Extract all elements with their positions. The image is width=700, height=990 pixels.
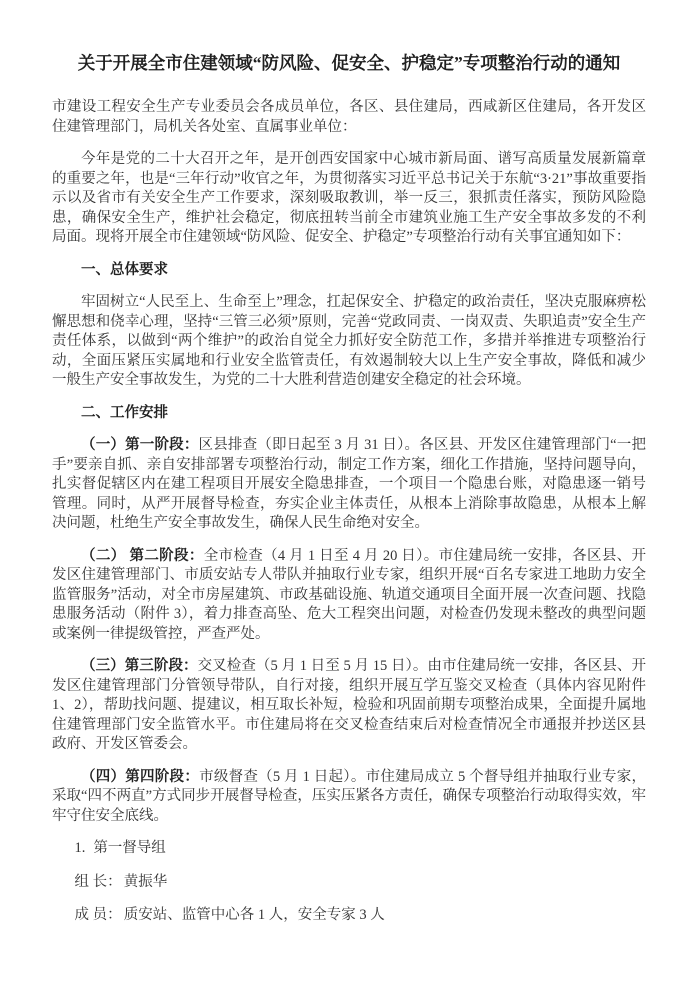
section-heading-overall-requirements: 一、总体要求 [81,261,168,278]
stage-3-label: （三）第三阶段： [81,658,198,674]
supervision-group-item-text: 第一督导组 [93,840,166,856]
intro-paragraph: 今年是党的二十大召开之年，是开创西安国家中心城市新局面、谱写高质量发展新篇章的重要之年，也是“三年行动”收官之年，为贯彻落实习近平总书记关于东航“3·21”事故重要指示以及省市有关安全生产工作要求，深刻吸取教训，举一反三，狠抓责任落实，预防风险隐患，确保安全生产，维护社会稳定，彻底扭转当前全市建筑业施工生产安全事故多发的不利局面。现将开展全市住建领域“防风险、促安全、护稳定”专项整治行动有关事宜通知如下： [52,151,646,245]
stage-2-label: （二） 第二阶段： [81,547,204,564]
group-members-line [52,906,646,926]
stage-3-text: 交叉检查（5 月 1 日至 5 月 15 日）。由市住建局统一安排，各区县、开发区住建管理部门分管领导带队，自行对接，组织开展互学互鉴交叉检查（具体内容见附件 1、2），帮助找问题、提建议，相互取长补短，检验和巩固前期专项整治成果，全面提升属地住建管理部门安全监管水平。市住建局将在交叉检查结束后对检查情况全市通报并抄送区县政府、开发区管委会。 [52,658,646,752]
group-members-text: 质安站、监管中心各 1 人，安全专家 3 人 [123,907,385,923]
supervision-group-item-marker: 1. [74,840,86,856]
section-heading-work-arrangement: 二、工作安排 [81,404,168,421]
stage-2-text: 全市检查（4 月 1 日至 4 月 20 日）。市住建局统一安排，各区县、开发区住建管理部门、市质安站专人带队并抽取行业专家，组织开展“百名专家进工地助力安全监管服务”活动，对全市房屋建筑、市政基础设施、轨道交通项目全面开展一次查问题、找隐患服务活动（附件 3），着力排查高坠、危大工程突出问题，对检查仍发现未整改的典型问题或案例一律提级管控，严查严处。 [52,547,647,642]
stage-3-paragraph [52,657,646,755]
addressee-paragraph: 市建设工程安全生产专业委员会各成员单位，各区、县住建局，西咸新区住建局，各开发区住建管理部门，局机关各处室、直属事业单位： [52,99,646,135]
stage-4-paragraph [52,768,646,827]
stage-4-text: 市级督查（5 月 1 日起）。市住建局成立 5 个督导组并抽取行业专家，采取“四不两直”方式同步开展督导检查，压实压紧各方责任，确保专项整治行动取得实效，牢牢守住安全底线。 [52,768,647,824]
group-members-label: 成 员： [74,907,122,923]
stage-4-label: （四）第四阶段： [81,768,200,785]
overall-requirements-paragraph: 牢固树立“人民至上、生命至上”理念，扛起保安全、护稳定的政治责任，坚决克服麻痹松懈思想和侥幸心理，坚持“三管三必须”原则，完善“党政同责、一岗双责、失职追责”安全生产责任体系，以做到“两个维护”的政治自觉全力抓好安全防范工作，多措并举推进专项整治行动，全面压紧压实属地和行业安全监管责任，有效遏制较大以上生产安全事故，降低和减少一般生产安全事故发生，为党的二十大胜利营造创建安全稳定的社会环境。 [52,294,646,388]
supervision-group-item [52,839,646,859]
stage-1-text: 区县排查（即日起至 3 月 31 日）。各区县、开发区住建管理部门“一把手”要亲自抓、亲自安排部署专项整治行动，制定工作方案，细化工作措施，坚持问题导向，扎实督促辖区内在建工程项目开展安全隐患排查，一个项目一个隐患台账，对隐患逐一销号管理。同时，从严开展督导检查，夯实企业主体责任，从根本上消除事故隐患，从根本上解决问题，杜绝生产安全事故发生，确保人民生命绝对安全。 [52,437,646,531]
group-leader-label: 组 长： [74,873,122,890]
group-leader-line [52,873,646,893]
document-title: 关于开展全市住建领域“防风险、促安全、护稳定”专项整治行动的通知 [77,53,621,73]
stage-1-label: （一）第一阶段： [81,437,199,453]
group-leader-name: 黄振华 [123,873,168,890]
stage-2-paragraph [52,547,646,645]
stage-1-paragraph [52,436,646,534]
